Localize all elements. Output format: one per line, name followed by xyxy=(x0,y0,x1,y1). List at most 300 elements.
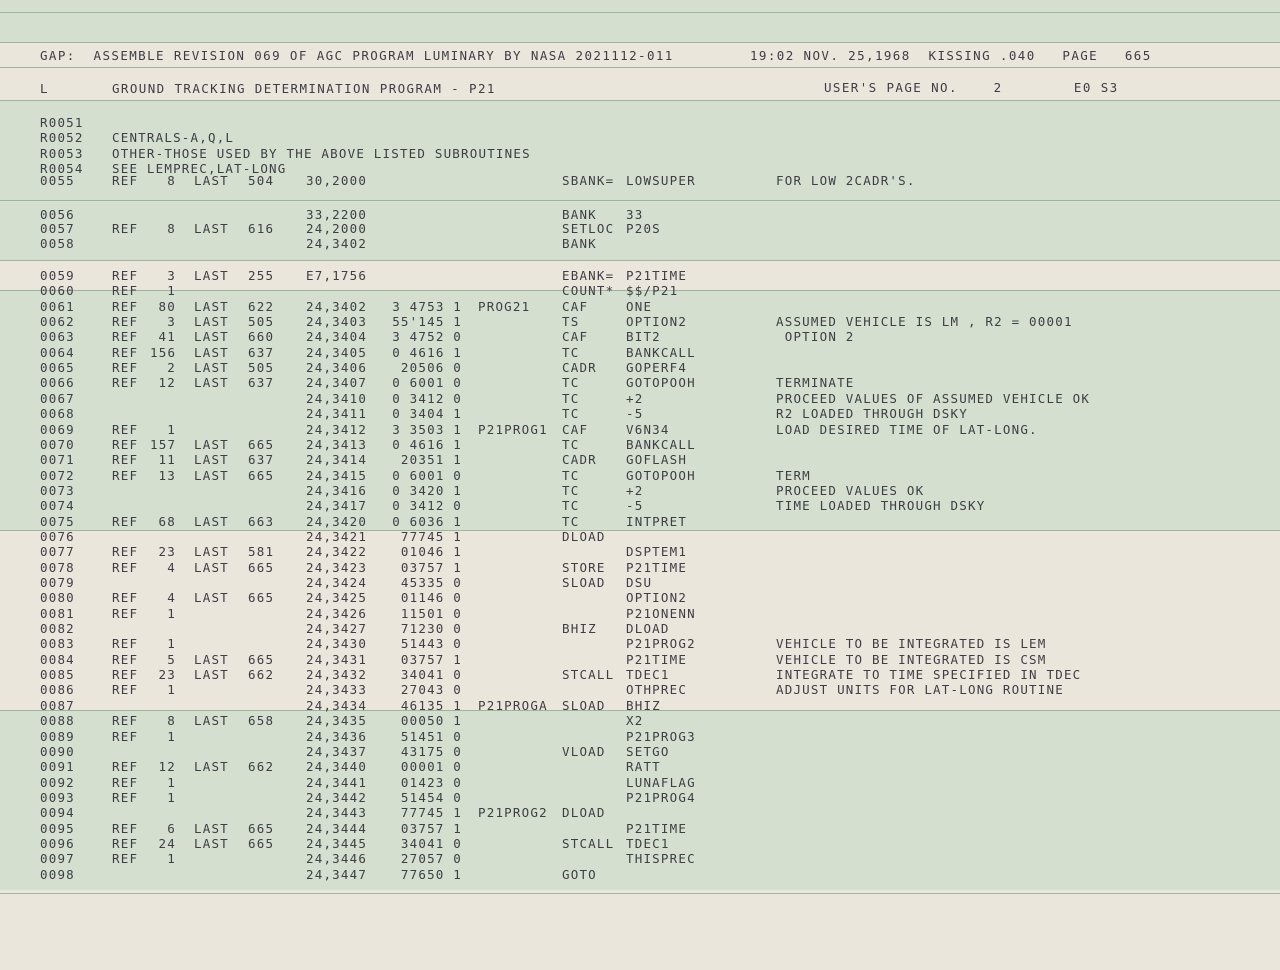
ref-count: 1 xyxy=(167,636,176,652)
opcode: TC xyxy=(562,467,580,483)
last-keyword: LAST xyxy=(194,559,229,575)
address: 24,3426 xyxy=(306,605,368,621)
last-keyword: LAST xyxy=(194,513,229,529)
operand: GOTOPOOH xyxy=(626,467,696,483)
ref-count: 1 xyxy=(167,283,176,299)
ref-keyword: REF xyxy=(112,421,139,437)
listing-line xyxy=(0,821,1280,836)
ref-count: 6 xyxy=(167,820,176,836)
line-number: 0093 xyxy=(40,789,75,805)
ref-keyword: REF xyxy=(112,221,139,236)
ref-keyword: REF xyxy=(112,436,139,452)
opcode: DLOAD xyxy=(562,528,606,544)
last-keyword: LAST xyxy=(194,835,229,851)
address: 24,3405 xyxy=(306,344,368,360)
paper-rule xyxy=(0,12,1280,13)
address: 24,3430 xyxy=(306,636,368,652)
ref-keyword: REF xyxy=(112,559,139,575)
line-number: 0063 xyxy=(40,329,75,345)
ref-keyword: REF xyxy=(112,298,139,314)
last-keyword: LAST xyxy=(194,314,229,330)
listing-line xyxy=(0,345,1280,360)
operand: TDEC1 xyxy=(626,667,670,683)
last-keyword: LAST xyxy=(194,173,229,188)
line-number: 0055 xyxy=(40,173,75,188)
address: 24,3402 xyxy=(306,298,368,314)
address: 24,3443 xyxy=(306,805,368,821)
operand: DSPTEM1 xyxy=(626,544,688,560)
ref-count: 1 xyxy=(167,851,176,867)
listing-line xyxy=(0,575,1280,590)
paper-rule xyxy=(0,67,1280,68)
octal-word: 27057 0 xyxy=(400,851,462,867)
ref-count: 68 xyxy=(158,513,176,529)
ref-keyword: REF xyxy=(112,283,139,299)
last-page: 505 xyxy=(248,360,275,376)
address: 24,3423 xyxy=(306,559,368,575)
listing-line xyxy=(0,329,1280,344)
opcode: SLOAD xyxy=(562,697,606,713)
octal-word: 55'145 1 xyxy=(392,314,462,330)
ref-keyword: REF xyxy=(112,759,139,775)
ref-count: 23 xyxy=(158,667,176,683)
opcode: CAF xyxy=(562,421,589,437)
comment: PROCEED VALUES OK xyxy=(776,482,925,498)
address: 24,3417 xyxy=(306,498,368,514)
comment: OPTION 2 xyxy=(776,329,855,345)
ref-keyword: REF xyxy=(112,835,139,851)
address: 24,3442 xyxy=(306,789,368,805)
ref-keyword: REF xyxy=(112,375,139,391)
last-keyword: LAST xyxy=(194,467,229,483)
label: PROG21 xyxy=(478,298,531,314)
listing-line xyxy=(0,299,1280,314)
octal-word: 27043 0 xyxy=(400,682,462,698)
operand: -5 xyxy=(626,498,644,514)
opcode: TC xyxy=(562,436,580,452)
opcode: CAF xyxy=(562,329,589,345)
address: 24,3436 xyxy=(306,728,368,744)
octal-word: 0 6001 0 xyxy=(392,375,462,391)
ref-count: 23 xyxy=(158,544,176,560)
address: 30,2000 xyxy=(306,173,368,188)
line-number: R0051 xyxy=(40,115,84,130)
operand: P21PROG4 xyxy=(626,789,696,805)
opcode: GOTO xyxy=(562,866,597,882)
line-number: R0054 xyxy=(40,161,84,177)
address: 24,3411 xyxy=(306,406,368,422)
line-number: 0076 xyxy=(40,528,75,544)
line-number: 0056 xyxy=(40,207,75,222)
line-number: 0095 xyxy=(40,820,75,836)
ref-count: 12 xyxy=(158,759,176,775)
ref-keyword: REF xyxy=(112,774,139,790)
listing-line xyxy=(0,514,1280,529)
line-number: 0090 xyxy=(40,743,75,759)
comment: ASSUMED VEHICLE IS LM , R2 = 00001 xyxy=(776,314,1073,330)
octal-word: 51454 0 xyxy=(400,789,462,805)
line-number: 0062 xyxy=(40,314,75,330)
opcode: CAF xyxy=(562,298,589,314)
address: 24,3404 xyxy=(306,329,368,345)
ref-keyword: REF xyxy=(112,513,139,529)
last-keyword: LAST xyxy=(194,452,229,468)
comment: VEHICLE TO BE INTEGRATED IS CSM xyxy=(776,651,1047,667)
header-line-2-type: L xyxy=(40,81,49,96)
octal-word: 01423 0 xyxy=(400,774,462,790)
address: 24,3425 xyxy=(306,590,368,606)
comment: PROCEED VALUES OF ASSUMED VEHICLE OK xyxy=(776,390,1091,406)
last-page: 665 xyxy=(248,467,275,483)
octal-word: 46135 1 xyxy=(400,697,462,713)
line-number: 0058 xyxy=(40,236,75,251)
operand: P20S xyxy=(626,221,661,236)
opcode: TS xyxy=(562,314,580,330)
ref-count: 4 xyxy=(167,559,176,575)
line-number: 0059 xyxy=(40,268,75,283)
ref-keyword: REF xyxy=(112,667,139,683)
octal-word: 43175 0 xyxy=(400,743,462,759)
line-number: 0094 xyxy=(40,805,75,821)
last-page: 255 xyxy=(248,268,275,283)
last-keyword: LAST xyxy=(194,375,229,391)
ref-keyword: REF xyxy=(112,360,139,376)
comment: R2 LOADED THROUGH DSKY xyxy=(776,406,968,422)
line-number: R0053 xyxy=(40,145,84,161)
line-number: 0079 xyxy=(40,575,75,590)
header-line-1: GAP: ASSEMBLE REVISION 069 OF AGC PROGRAM LUMINARY BY NASA 2021112-011 xyxy=(40,48,674,63)
comment: LOAD DESIRED TIME OF LAT-LONG. xyxy=(776,421,1038,437)
ref-count: 1 xyxy=(167,789,176,805)
line-number: 0072 xyxy=(40,467,75,483)
line-number: 0070 xyxy=(40,436,75,452)
octal-word: 20351 1 xyxy=(400,452,462,468)
address: 24,3437 xyxy=(306,743,368,759)
operand: P21TIME xyxy=(626,268,688,283)
last-keyword: LAST xyxy=(194,436,229,452)
ref-count: 11 xyxy=(158,452,176,468)
listing-line xyxy=(0,268,1280,283)
operand: TDEC1 xyxy=(626,835,670,851)
operand: RATT xyxy=(626,759,661,775)
address: 24,3413 xyxy=(306,436,368,452)
line-number: 0091 xyxy=(40,759,75,775)
last-page: 505 xyxy=(248,314,275,330)
address: 24,3434 xyxy=(306,697,368,713)
octal-word: 03757 1 xyxy=(400,820,462,836)
opcode: STCALL xyxy=(562,835,615,851)
last-page: 665 xyxy=(248,820,275,836)
last-page: 637 xyxy=(248,452,275,468)
address: 24,3410 xyxy=(306,390,368,406)
ref-keyword: REF xyxy=(112,344,139,360)
ref-keyword: REF xyxy=(112,605,139,621)
ref-keyword: REF xyxy=(112,268,139,283)
last-page: 662 xyxy=(248,667,275,683)
last-page: 637 xyxy=(248,344,275,360)
label: P21PROG2 xyxy=(478,805,548,821)
ref-keyword: REF xyxy=(112,314,139,330)
comment: TERM xyxy=(776,467,811,483)
listing-line xyxy=(0,483,1280,498)
ref-count: 1 xyxy=(167,728,176,744)
last-page: 660 xyxy=(248,329,275,345)
listing-line xyxy=(0,759,1280,774)
opcode: COUNT* xyxy=(562,283,615,299)
header-line-2-right: USER'S PAGE NO. 2 E0 S3 xyxy=(824,80,1119,95)
ref-count: 157 xyxy=(150,436,177,452)
octal-word: 0 6036 1 xyxy=(392,513,462,529)
comment: VEHICLE TO BE INTEGRATED IS LEM xyxy=(776,636,1047,652)
line-number: 0085 xyxy=(40,667,75,683)
address: 24,3427 xyxy=(306,621,368,637)
listing-line xyxy=(0,437,1280,452)
listing-line xyxy=(0,529,1280,544)
listing-line xyxy=(0,682,1280,697)
ref-count: 8 xyxy=(167,221,176,236)
last-page: 662 xyxy=(248,759,275,775)
operand: +2 xyxy=(626,482,644,498)
line-number: 0069 xyxy=(40,421,75,437)
last-keyword: LAST xyxy=(194,360,229,376)
address: 24,3424 xyxy=(306,575,368,590)
last-keyword: LAST xyxy=(194,298,229,314)
label: P21PROGA xyxy=(478,697,548,713)
operand: GOPERF4 xyxy=(626,360,688,376)
last-page: 665 xyxy=(248,651,275,667)
ref-count: 8 xyxy=(167,173,176,188)
remark-line xyxy=(0,115,1280,130)
address: 24,3431 xyxy=(306,651,368,667)
opcode: DLOAD xyxy=(562,805,606,821)
last-page: 658 xyxy=(248,713,275,729)
opcode: BHIZ xyxy=(562,621,597,637)
last-keyword: LAST xyxy=(194,667,229,683)
listing-line xyxy=(0,452,1280,467)
address: 24,3422 xyxy=(306,544,368,560)
line-number: 0084 xyxy=(40,651,75,667)
octal-word: 51443 0 xyxy=(400,636,462,652)
octal-word: 0 3404 1 xyxy=(392,406,462,422)
address: 24,3421 xyxy=(306,528,368,544)
comment: TERMINATE xyxy=(776,375,855,391)
line-number: 0097 xyxy=(40,851,75,867)
line-number: 0087 xyxy=(40,697,75,713)
last-page: 663 xyxy=(248,513,275,529)
ref-count: 24 xyxy=(158,835,176,851)
octal-word: 11501 0 xyxy=(400,605,462,621)
comment: TIME LOADED THROUGH DSKY xyxy=(776,498,986,514)
address: 24,3433 xyxy=(306,682,368,698)
remark-text: CENTRALS-A,Q,L xyxy=(112,130,235,146)
octal-word: 34041 0 xyxy=(400,835,462,851)
octal-word: 34041 0 xyxy=(400,667,462,683)
opcode: TC xyxy=(562,513,580,529)
octal-word: 3 4752 0 xyxy=(392,329,462,345)
last-page: 665 xyxy=(248,590,275,606)
opcode: STORE xyxy=(562,559,606,575)
paper-rule xyxy=(0,42,1280,43)
operand: GOFLASH xyxy=(626,452,688,468)
operand: +2 xyxy=(626,390,644,406)
line-number: 0068 xyxy=(40,406,75,422)
ref-keyword: REF xyxy=(112,651,139,667)
ref-keyword: REF xyxy=(112,544,139,560)
listing-line xyxy=(0,406,1280,421)
operand: ONE xyxy=(626,298,653,314)
operand: P21PROG3 xyxy=(626,728,696,744)
opcode: VLOAD xyxy=(562,743,606,759)
line-number: 0092 xyxy=(40,774,75,790)
last-keyword: LAST xyxy=(194,651,229,667)
address: 24,3432 xyxy=(306,667,368,683)
last-page: 622 xyxy=(248,298,275,314)
operand: P21TIME xyxy=(626,820,688,836)
opcode: CADR xyxy=(562,452,597,468)
last-keyword: LAST xyxy=(194,268,229,283)
listing-line xyxy=(0,775,1280,790)
last-keyword: LAST xyxy=(194,713,229,729)
listing-line xyxy=(0,590,1280,605)
listing-line xyxy=(0,283,1280,298)
line-number: 0089 xyxy=(40,728,75,744)
ref-keyword: REF xyxy=(112,467,139,483)
operand: LUNAFLAG xyxy=(626,774,696,790)
line-number: 0064 xyxy=(40,344,75,360)
opcode: TC xyxy=(562,390,580,406)
line-number: 0082 xyxy=(40,621,75,637)
address: 24,3447 xyxy=(306,866,368,882)
paper-rule xyxy=(0,200,1280,201)
ref-keyword: REF xyxy=(112,636,139,652)
address: 24,3446 xyxy=(306,851,368,867)
opcode: BANK xyxy=(562,207,597,222)
listing-line xyxy=(0,360,1280,375)
remark-line xyxy=(0,146,1280,161)
remark-text: SEE LEMPREC,LAT-LONG xyxy=(112,161,287,177)
listing-line xyxy=(0,744,1280,759)
opcode: SETLOC xyxy=(562,221,615,236)
octal-word: 0 6001 0 xyxy=(392,467,462,483)
paper-rule xyxy=(0,100,1280,101)
address: 24,3414 xyxy=(306,452,368,468)
line-number: 0057 xyxy=(40,221,75,236)
octal-word: 77745 1 xyxy=(400,528,462,544)
listing-line xyxy=(0,790,1280,805)
opcode: CADR xyxy=(562,360,597,376)
last-keyword: LAST xyxy=(194,221,229,236)
opcode: SLOAD xyxy=(562,575,606,590)
listing-line xyxy=(0,729,1280,744)
line-number: 0073 xyxy=(40,482,75,498)
address: 24,3441 xyxy=(306,774,368,790)
address: 24,3416 xyxy=(306,482,368,498)
ref-keyword: REF xyxy=(112,820,139,836)
operand: SETGO xyxy=(626,743,670,759)
ref-count: 5 xyxy=(167,651,176,667)
ref-count: 3 xyxy=(167,268,176,283)
line-number: 0086 xyxy=(40,682,75,698)
opcode: SBANK= xyxy=(562,173,615,188)
operand: BANKCALL xyxy=(626,436,696,452)
last-page: 665 xyxy=(248,436,275,452)
opcode: TC xyxy=(562,498,580,514)
line-number: 0096 xyxy=(40,835,75,851)
ref-keyword: REF xyxy=(112,173,139,188)
listing-line xyxy=(0,314,1280,329)
address: 24,2000 xyxy=(306,221,368,236)
octal-word: 00001 0 xyxy=(400,759,462,775)
last-keyword: LAST xyxy=(194,544,229,560)
listing-line xyxy=(0,391,1280,406)
octal-word: 20506 0 xyxy=(400,360,462,376)
header-line-1-right: 19:02 NOV. 25,1968 KISSING .040 PAGE 665 xyxy=(750,48,1152,63)
header-line-2-title: GROUND TRACKING DETERMINATION PROGRAM - P21 xyxy=(112,81,496,96)
ref-count: 41 xyxy=(158,329,176,345)
green-band xyxy=(0,0,1280,42)
operand: P21PROG2 xyxy=(626,636,696,652)
operand: P21TIME xyxy=(626,559,688,575)
octal-word: 0 4616 1 xyxy=(392,436,462,452)
listing-line xyxy=(0,173,1280,188)
address: 24,3403 xyxy=(306,314,368,330)
line-number: 0088 xyxy=(40,713,75,729)
address: 33,2200 xyxy=(306,207,368,222)
operand: V6N34 xyxy=(626,421,670,437)
ref-count: 156 xyxy=(150,344,177,360)
ref-count: 80 xyxy=(158,298,176,314)
line-number: 0067 xyxy=(40,390,75,406)
operand: -5 xyxy=(626,406,644,422)
operand: OPTION2 xyxy=(626,314,688,330)
operand: 33 xyxy=(626,207,644,222)
ref-keyword: REF xyxy=(112,452,139,468)
octal-word: 03757 1 xyxy=(400,651,462,667)
comment: ADJUST UNITS FOR LAT-LONG ROUTINE xyxy=(776,682,1064,698)
listing-line xyxy=(0,867,1280,882)
address: 24,3420 xyxy=(306,513,368,529)
opcode: BANK xyxy=(562,236,597,251)
listing-line xyxy=(0,560,1280,575)
line-number: 0071 xyxy=(40,452,75,468)
ref-keyword: REF xyxy=(112,329,139,345)
ref-count: 2 xyxy=(167,360,176,376)
opcode: TC xyxy=(562,406,580,422)
listing-line xyxy=(0,851,1280,866)
listing-line xyxy=(0,836,1280,851)
operand: GOTOPOOH xyxy=(626,375,696,391)
address: 24,3407 xyxy=(306,375,368,391)
line-number: 0098 xyxy=(40,866,75,882)
opcode: TC xyxy=(562,375,580,391)
listing-line xyxy=(0,468,1280,483)
last-keyword: LAST xyxy=(194,329,229,345)
line-number: 0078 xyxy=(40,559,75,575)
address: E7,1756 xyxy=(306,268,368,283)
octal-word: 0 4616 1 xyxy=(392,344,462,360)
last-keyword: LAST xyxy=(194,759,229,775)
ref-keyword: REF xyxy=(112,789,139,805)
address: 24,3444 xyxy=(306,820,368,836)
ref-keyword: REF xyxy=(112,851,139,867)
line-number: 0074 xyxy=(40,498,75,514)
octal-word: 03757 1 xyxy=(400,559,462,575)
octal-word: 3 4753 1 xyxy=(392,298,462,314)
operand: DLOAD xyxy=(626,621,670,637)
last-keyword: LAST xyxy=(194,820,229,836)
octal-word: 01146 0 xyxy=(400,590,462,606)
line-number: 0061 xyxy=(40,298,75,314)
